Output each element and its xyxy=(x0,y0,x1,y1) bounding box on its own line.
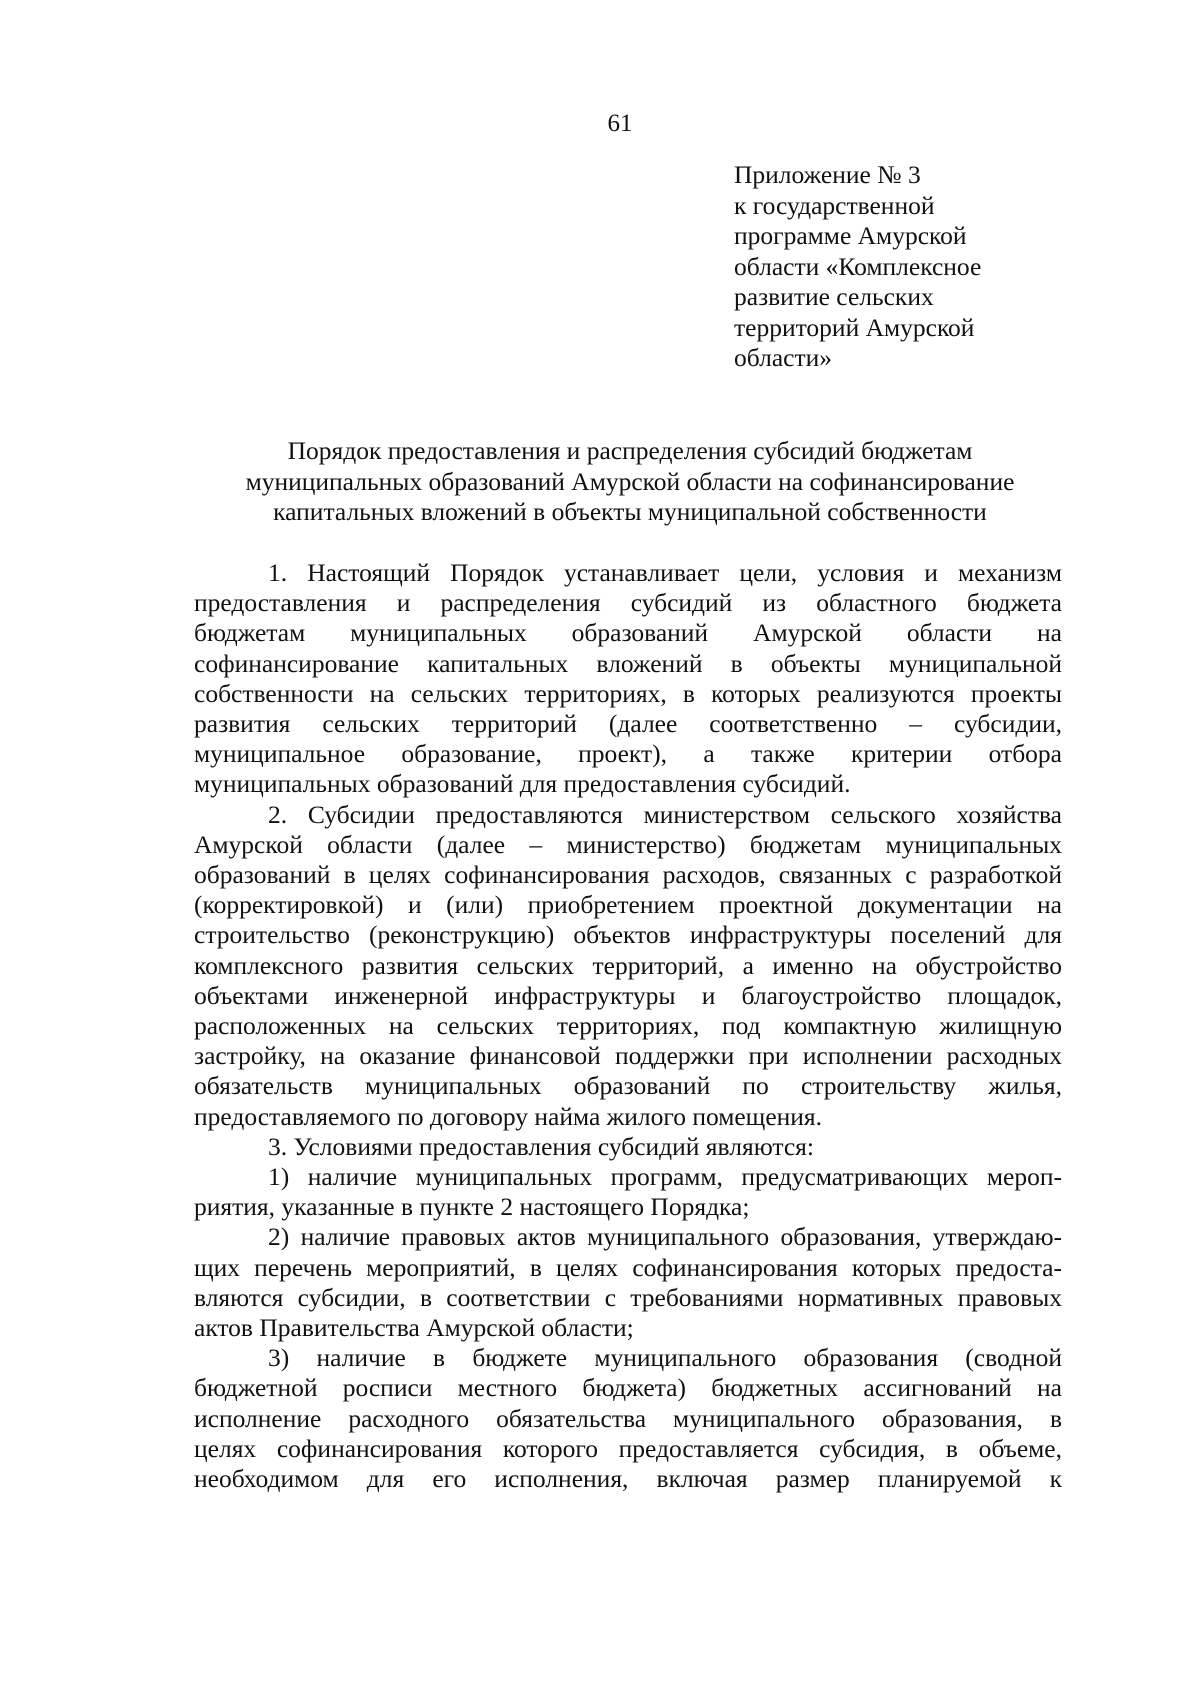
body-line: 3. Условиями предоставления субсидий являются: xyxy=(268,1131,814,1161)
body-line: 3) наличие в бюджете муниципального образования (сводной xyxy=(268,1343,1062,1373)
body-line: щих перечень мероприятий, в целях софинансирования которых предоста- xyxy=(194,1252,1062,1282)
annex-line: развитие сельских xyxy=(734,282,934,311)
body-line: бюджетам муниципальных образований Амурской области на xyxy=(194,618,1062,648)
body-line: муниципальное образование, проект), а также критерии отбора xyxy=(194,739,1062,769)
title-line: Порядок предоставления и распределения субсидий бюджетам xyxy=(287,436,973,465)
annex-line: к государственной xyxy=(734,190,935,220)
annex-line: области «Комплексное xyxy=(734,251,982,281)
annex-line: программе Амурской xyxy=(734,221,967,250)
body-line: софинансирование капитальных вложений в объекты муниципальной xyxy=(194,648,1062,678)
body-line: 1) наличие муниципальных программ, предусматривающих мероп- xyxy=(268,1162,1062,1192)
body-line: необходимом для его исполнения, включая размер планируемой к xyxy=(194,1464,1062,1494)
document-title xyxy=(190,436,1070,528)
body-line: развития сельских территорий (далее соответственно – субсидии, xyxy=(194,709,1062,739)
body-line: исполнение расходного обязательства муниципального образования, в xyxy=(194,1403,1062,1433)
body-line: муниципальных образований для предоставления субсидий. xyxy=(194,769,851,799)
body-line: собственности на сельских территориях, в которых реализуются проекты xyxy=(194,678,1062,708)
body-line: предоставляемого по договору найма жилого помещения. xyxy=(194,1101,823,1131)
body-line: обязательств муниципальных образований по строительству жилья, xyxy=(194,1071,1062,1101)
body-line: риятия, указанные в пункте 2 настоящего Порядка; xyxy=(194,1192,750,1222)
title-line: муниципальных образований Амурской области на софинансирование xyxy=(245,466,1015,496)
body-line: комплексного развития сельских территорий, а именно на обустройство xyxy=(194,950,1062,980)
body-line: расположенных на сельских территориях, под компактную жилищную xyxy=(194,1011,1062,1041)
body-line: образований в целях софинансирования расходов, связанных с разработкой xyxy=(194,860,1062,890)
body-line: строительство (реконструкцию) объектов инфраструктуры поселений для xyxy=(194,920,1062,950)
title-line: капитальных вложений в объекты муниципальной собственности xyxy=(273,497,987,526)
annex-line: области» xyxy=(734,343,832,372)
body-line: Амурской области (далее – министерство) бюджетам муниципальных xyxy=(194,829,1062,859)
body-line: 1. Настоящий Порядок устанавливает цели, условия и механизм xyxy=(268,558,1062,587)
annex-line: Приложение № 3 xyxy=(734,160,921,189)
annex-line: территорий Амурской xyxy=(734,312,975,342)
body-line: вляются субсидии, в соответствии с требованиями нормативных правовых xyxy=(194,1282,1062,1312)
body-line: актов Правительства Амурской области; xyxy=(194,1313,634,1343)
body-line: бюджетной росписи местного бюджета) бюджетных ассигнований на xyxy=(194,1373,1062,1403)
body-line: объектами инженерной инфраструктуры и благоустройство площадок, xyxy=(194,980,1062,1010)
body-line: застройку, на оказание финансовой поддержки при исполнении расходных xyxy=(194,1041,1062,1071)
body-line: (корректировкой) и (или) приобретением проектной документации на xyxy=(194,890,1062,920)
body-line: 2. Субсидии предоставляются министерством сельского хозяйства xyxy=(268,799,1062,829)
body-line: предоставления и распределения субсидий из областного бюджета xyxy=(194,588,1062,618)
body-line: целях софинансирования которого предоставляется субсидия, в объеме, xyxy=(194,1433,1062,1463)
document-body xyxy=(194,558,1062,1494)
body-line: 2) наличие правовых актов муниципального образования, утверждаю- xyxy=(268,1222,1062,1252)
page-number: 61 xyxy=(607,110,633,137)
annex-header xyxy=(734,160,1064,374)
